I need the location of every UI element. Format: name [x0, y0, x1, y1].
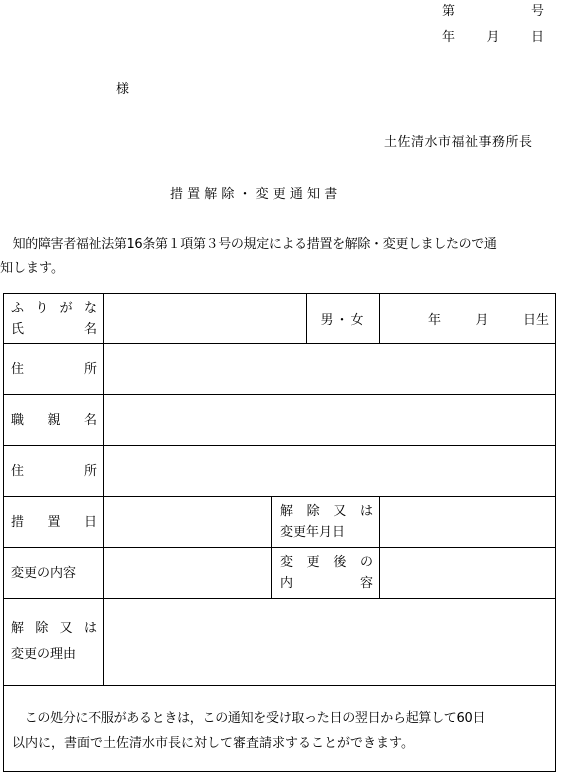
sex-field[interactable]: [307, 294, 380, 344]
guardian-label-cell: [4, 395, 104, 446]
after-change-char: 容: [359, 576, 373, 591]
reason-field[interactable]: [104, 599, 556, 686]
birth-nen: 年: [428, 313, 442, 328]
notice-form-table: [3, 293, 556, 772]
intro-paragraph: [0, 233, 574, 281]
number-gou: 号: [530, 4, 544, 19]
cancel-date-char: 又: [333, 504, 347, 519]
cancel-date-subline: 変更年月日: [280, 525, 346, 540]
address-char: 所: [83, 463, 97, 479]
after-change-char: 内: [280, 576, 294, 591]
after-change-char: 更: [306, 555, 320, 570]
sex-label: 男・女: [320, 313, 366, 328]
date-nen: 年: [442, 30, 456, 45]
appeal-notice: [4, 686, 556, 772]
row-notice: [4, 686, 556, 772]
address-field[interactable]: [104, 344, 556, 395]
cancel-date-char: 解: [280, 504, 294, 519]
guardian-char: 名: [83, 412, 97, 428]
cancel-date-char: は: [359, 504, 373, 519]
guardian-address-field[interactable]: [104, 446, 556, 497]
intro-line-2: 知します。: [0, 261, 64, 276]
change-content-label-cell: [4, 548, 104, 599]
address-label-cell: [4, 344, 104, 395]
guardian-address-label-cell: [4, 446, 104, 497]
after-change-label-cell: [272, 548, 380, 599]
measure-date-field[interactable]: [104, 497, 272, 548]
row-reason: [4, 599, 556, 686]
furigana-char: な: [83, 300, 97, 316]
intro-line-1: 知的障害者福祉法第16条第１項第３号の規定による措置を解除・変更しましたので通: [0, 237, 497, 252]
name-char: 名: [83, 321, 97, 337]
reason-char: 解: [11, 621, 25, 636]
measure-date-char: 日: [83, 514, 97, 530]
furigana-char: が: [59, 300, 73, 316]
cancel-date-field[interactable]: [380, 497, 556, 548]
after-change-char: 変: [280, 555, 294, 570]
row-dates: [4, 497, 556, 548]
number-dai: 第: [442, 4, 456, 19]
cancel-date-label-cell: [272, 497, 380, 548]
document-number-label: [442, 0, 544, 19]
issuer-name: 土佐清水市福祉事務所長: [384, 135, 533, 150]
date-hi: 日: [530, 30, 544, 45]
address-char: 所: [83, 361, 97, 377]
row-guardian-address: [4, 446, 556, 497]
reason-char: 又: [59, 621, 73, 636]
birthdate-field[interactable]: [380, 294, 556, 344]
document-title: 措 置 解 除 ・ 変 更 通 知 書: [170, 187, 338, 202]
notice-line-2: 以内に，書面で土佐清水市長に対して審査請求することができます。: [12, 736, 414, 751]
furigana-char: り: [35, 300, 49, 316]
reason-char: 除: [35, 621, 49, 636]
name-char: 氏: [11, 321, 25, 337]
name-field[interactable]: [104, 294, 307, 344]
measure-date-label-cell: [4, 497, 104, 548]
date-tsuki: 月: [486, 30, 500, 45]
address-char: 住: [11, 463, 25, 479]
addressee-sama: 様: [116, 82, 130, 97]
after-change-char: の: [359, 555, 373, 570]
change-content-field[interactable]: [104, 548, 272, 599]
birth-tsuki: 月: [475, 313, 489, 328]
guardian-char: 職: [11, 412, 25, 428]
after-change-char: 後: [333, 555, 347, 570]
row-name: [4, 294, 556, 344]
reason-char: は: [83, 621, 97, 636]
guardian-field[interactable]: [104, 395, 556, 446]
birth-hi: 日生: [522, 313, 549, 328]
reason-subline: 変更の理由: [11, 647, 77, 662]
row-address: [4, 344, 556, 395]
change-content-label: 変更の内容: [11, 565, 77, 581]
name-label-cell: [4, 294, 104, 344]
after-change-field[interactable]: [380, 548, 556, 599]
guardian-char: 親: [47, 412, 61, 428]
measure-date-char: 措: [11, 514, 25, 530]
notice-line-1: この処分に不服があるときは，この通知を受け取った日の翌日から起算して60日: [12, 711, 486, 726]
address-char: 住: [11, 361, 25, 377]
furigana-char: ふ: [11, 300, 25, 316]
row-change-content: [4, 548, 556, 599]
measure-date-char: 置: [47, 514, 61, 530]
reason-label-cell: [4, 599, 104, 686]
cancel-date-char: 除: [306, 504, 320, 519]
document-date-label: [442, 26, 544, 45]
row-guardian: [4, 395, 556, 446]
